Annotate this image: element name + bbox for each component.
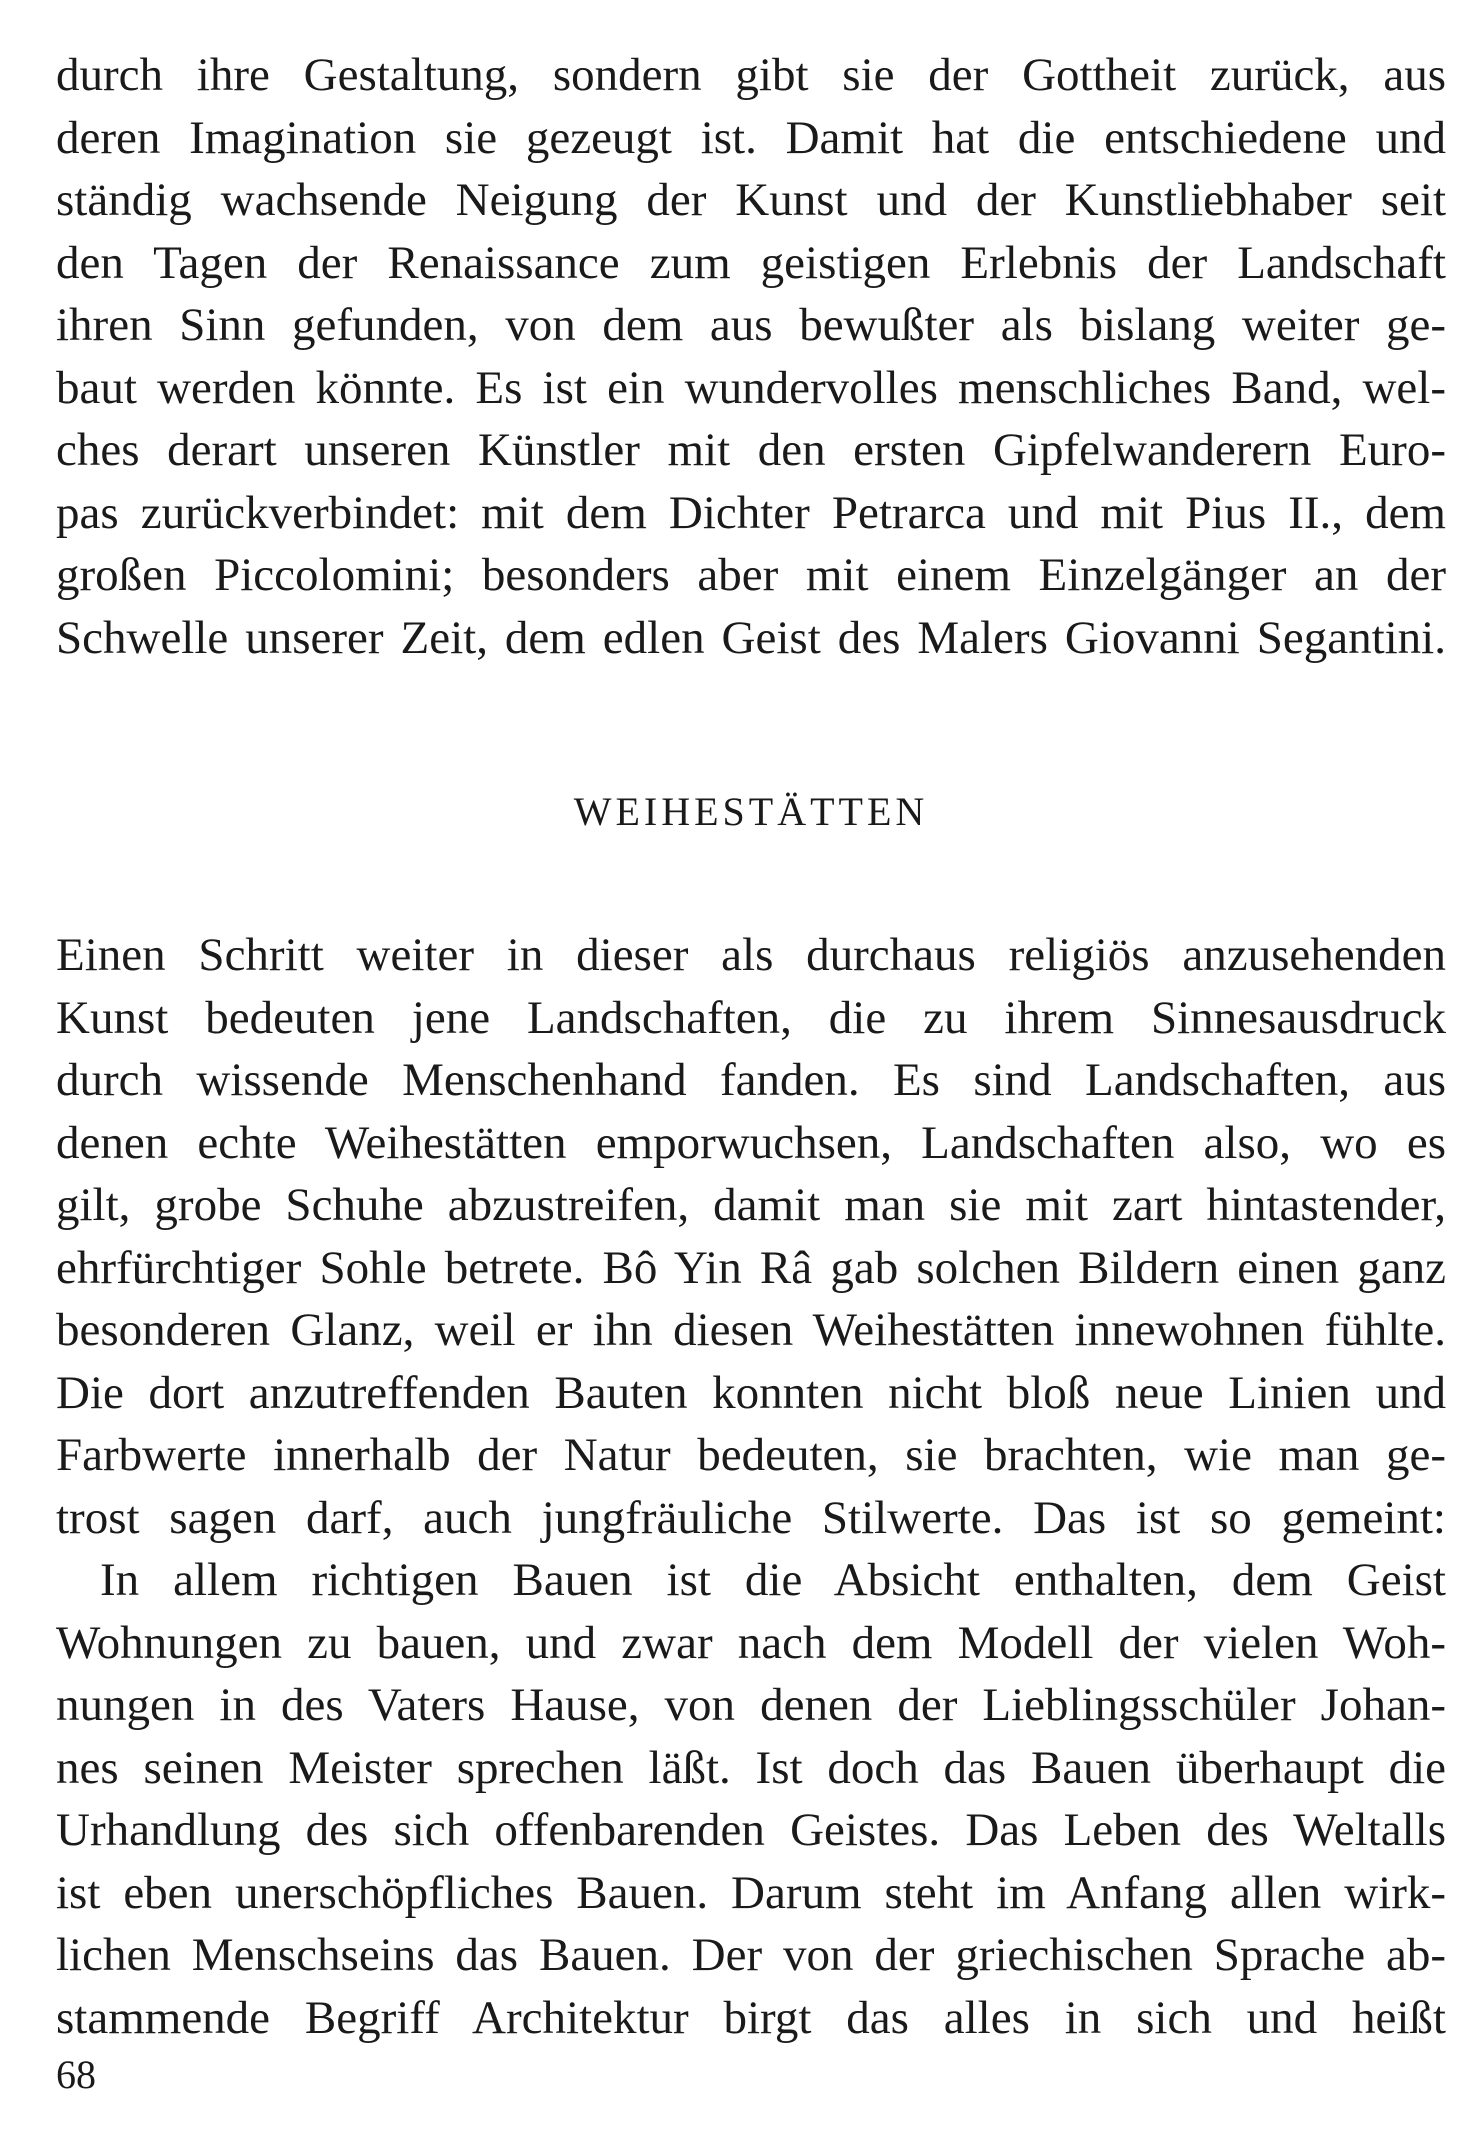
paragraph-1 <box>56 44 1446 669</box>
text-line: Wohnungen zu bauen, und zwar nach dem Modell der vielen Woh- <box>56 1616 1446 1669</box>
text-line: Kunst bedeuten jene Landschaften, die zu ihrem Sinnesausdruck <box>56 991 1446 1044</box>
page-body <box>56 44 1446 2044</box>
paragraph-2 <box>56 924 1446 1549</box>
text-line: gilt, grobe Schuhe abzustreifen, damit man sie mit zart hintastender, <box>56 1179 1446 1231</box>
text-line: großen Piccolomini; besonders aber mit einem Einzelgänger an der <box>56 549 1446 601</box>
text-line: durch ihre Gestaltung, sondern gibt sie der Gottheit zurück, aus <box>56 49 1446 101</box>
section-body <box>56 924 1446 2049</box>
text-line: ches derart unseren Künstler mit den ersten Gipfelwanderern Euro- <box>56 424 1446 476</box>
text-line: baut werden könnte. Es ist ein wundervolles menschliches Band, wel- <box>56 361 1446 414</box>
text-line: pas zurückverbindet: mit dem Dichter Petrarca und mit Pius II., dem <box>56 486 1446 539</box>
text-line: denen echte Weihestätten emporwuchsen, Landschaften also, wo es <box>56 1116 1446 1169</box>
text-line: trost sagen darf, auch jungfräuliche Stilwerte. Das ist so gemeint: <box>56 1491 1446 1544</box>
text-line: deren Imagination sie gezeugt ist. Damit hat die entschiedene und <box>56 111 1446 164</box>
text-line: nungen in des Vaters Hause, von denen der Lieblingsschüler Johan- <box>56 1679 1446 1731</box>
text-line: ihren Sinn gefunden, von dem aus bewußter als bislang weiter ge- <box>56 299 1446 351</box>
text-line: In allem richtigen Bauen ist die Absicht enthalten, dem Geist <box>100 1554 1446 1606</box>
text-line: ist eben unerschöpfliches Bauen. Darum steht im Anfang allen wirk- <box>56 1866 1446 1919</box>
paragraph-3 <box>56 1549 1446 2049</box>
text-line: durch wissende Menschenhand fanden. Es sind Landschaften, aus <box>56 1054 1446 1106</box>
text-line: Einen Schritt weiter in dieser als durchaus religiös anzusehenden <box>56 929 1446 981</box>
text-line: Schwelle unserer Zeit, dem edlen Geist des Malers Giovanni Segantini. <box>56 611 1446 664</box>
text-line: besonderen Glanz, weil er ihn diesen Weihestätten innewohnen fühlte. <box>56 1304 1446 1356</box>
text-line: lichen Menschseins das Bauen. Der von der griechischen Sprache ab- <box>56 1929 1446 1981</box>
text-line: Urhandlung des sich offenbarenden Geistes. Das Leben des Weltalls <box>56 1804 1446 1856</box>
text-line: stammende Begriff Architektur birgt das alles in sich und heißt <box>56 1991 1446 2044</box>
text-line: ständig wachsende Neigung der Kunst und der Kunstliebhaber seit <box>56 174 1446 226</box>
text-line: Die dort anzutreffenden Bauten konnten nicht bloß neue Linien und <box>56 1366 1446 1419</box>
section-heading: WEIHESTÄTTEN <box>573 789 929 834</box>
text-line: Farbwerte innerhalb der Natur bedeuten, sie brachten, wie man ge- <box>56 1429 1446 1481</box>
text-line: nes seinen Meister sprechen läßt. Ist doch das Bauen überhaupt die <box>56 1741 1446 1794</box>
page-number: 68 <box>56 2052 96 2097</box>
text-line: den Tagen der Renaissance zum geistigen Erlebnis der Landschaft <box>56 236 1446 289</box>
text-line: ehrfürchtiger Sohle betrete. Bô Yin Râ gab solchen Bildern einen ganz <box>56 1241 1446 1294</box>
